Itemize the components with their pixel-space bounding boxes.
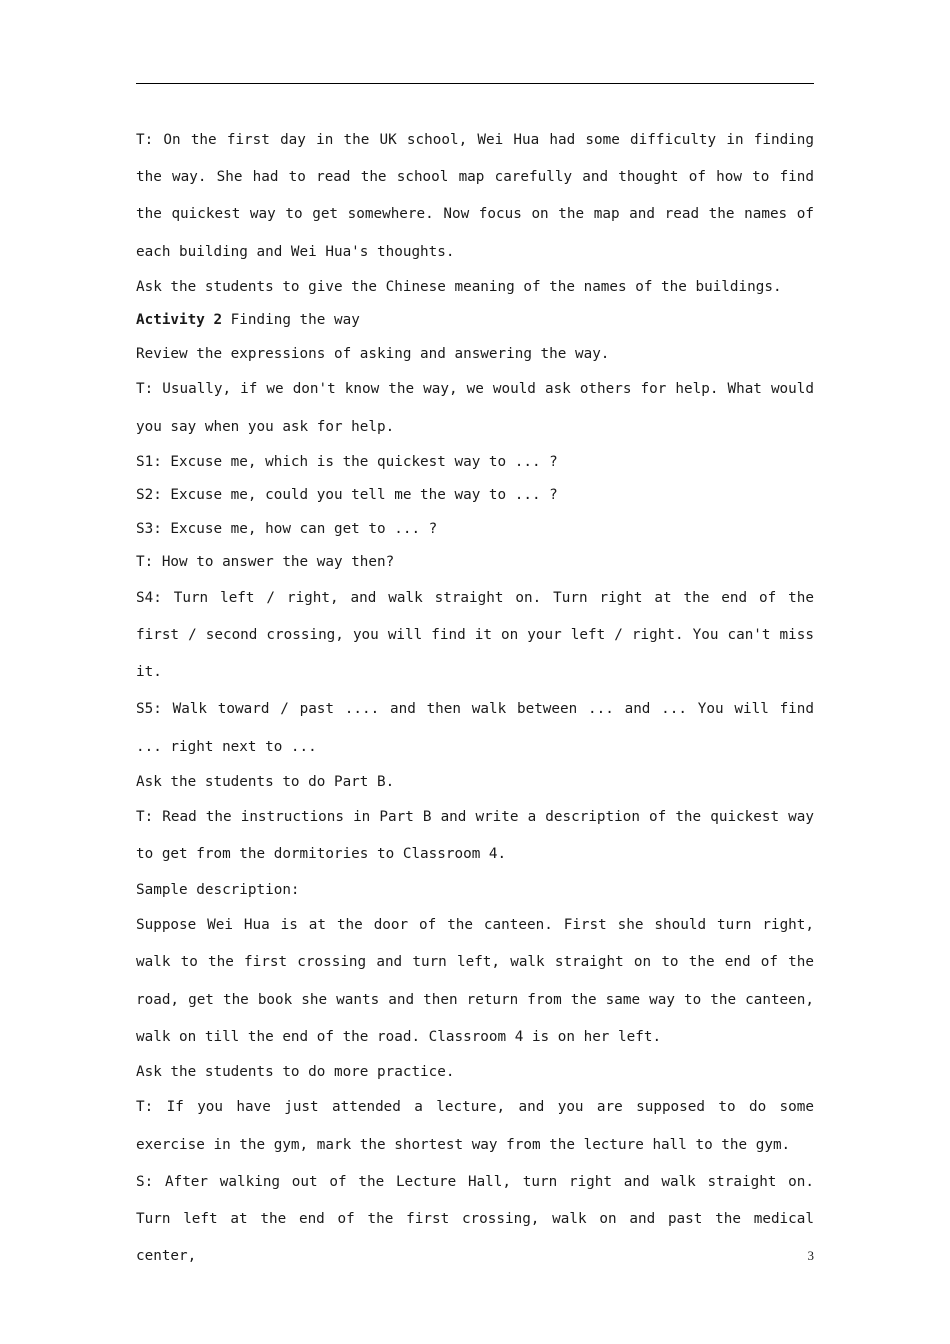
paragraph-teacher-ask: T: Usually, if we don't know the way, we would ask others for help. What would you say when you ask for help. [136, 381, 814, 435]
paragraph-s4: S4: Turn left / right, and walk straight on. Turn right at the end of the first / second crossing, you will find it on your left / right. You can't miss it. [136, 589, 814, 681]
activity-title: Finding the way [222, 312, 360, 329]
paragraph-teacher-answer: T: How to answer the way then? [136, 554, 395, 571]
paragraph-review: Review the expressions of asking and answering the way. [136, 345, 610, 362]
paragraph-more-practice: Ask the students to do more practice. [136, 1063, 455, 1080]
paragraph-instructions: T: Read the instructions in Part B and write a description of the quickest way to get from the dormitories to Classroom 4. [136, 809, 814, 863]
paragraph-chinese-meaning: Ask the students to give the Chinese meaning of the names of the buildings. [136, 278, 782, 295]
paragraph-s3: S3: Excuse me, how can get to ... ? [136, 520, 438, 537]
paragraph-part-b: Ask the students to do Part B. [136, 773, 395, 790]
paragraph-lecture-gym: T: If you have just attended a lecture, and you are supposed to do some exercise in the gym, mark the shortest way from the lecture hall to the gym. [136, 1099, 814, 1153]
paragraph-s5: S5: Walk toward / past .... and then walk between ... and ... You will find ... right next to ... [136, 701, 814, 755]
paragraph-sample-label: Sample description: [136, 881, 300, 898]
paragraph-student-answer: S: After walking out of the Lecture Hall, turn right and walk straight on. Turn left at the end of the first crossing, walk on and past the medical center, [136, 1173, 814, 1265]
activity-2-heading [136, 304, 814, 338]
paragraph-sample-description: Suppose Wei Hua is at the door of the canteen. First she should turn right, walk to the first crossing and turn left, walk straight on to the end of the road, get the book she wants and then return from the same way to the canteen, walk on till the end of the road. Classroom 4 is on her left. [136, 917, 814, 1045]
paragraph-s2: S2: Excuse me, could you tell me the way to ... ? [136, 487, 558, 504]
paragraph-teacher-intro: T: On the first day in the UK school, Wei Hua had some difficulty in finding the way. She had to read the school map carefully and thought of how to find the quickest way to get somewhere. Now focus on the map and read the names of each building and Wei Hua's thoughts. [136, 132, 814, 260]
activity-label: Activity 2 [136, 312, 223, 329]
header-rule [136, 83, 814, 84]
page-number: 3 [807, 1248, 814, 1263]
paragraph-s1: S1: Excuse me, which is the quickest way to ... ? [136, 453, 558, 470]
document-body [136, 122, 814, 1275]
